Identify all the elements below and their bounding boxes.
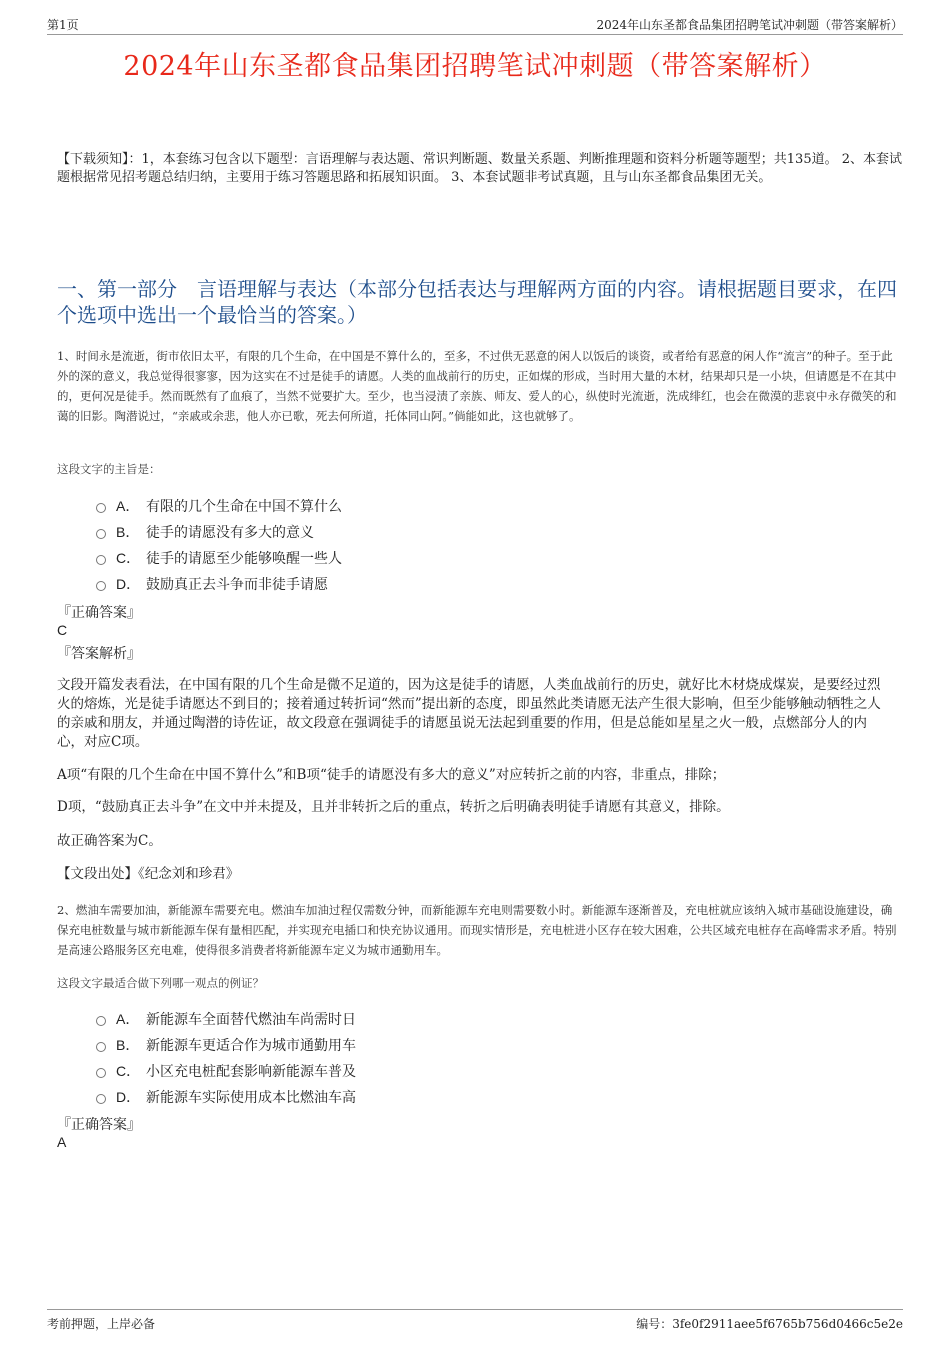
option-c[interactable]: C． 徒手的请愿至少能够唤醒一些人 [96,545,342,571]
radio-icon[interactable] [96,1016,106,1026]
question-2-options [96,1006,356,1110]
document-code: 编号：3fe0f2911aee5f6765b756d0466c5e2e [636,1317,903,1331]
option-a[interactable]: A． 新能源车全面替代燃油车尚需时日 [96,1006,356,1032]
analysis-paragraph: A项“有限的几个生命在中国不算什么”和B项“徒手的请愿没有多大的意义”对应转折之前的内容，非重点，排除； [57,767,726,783]
question-1-prompt: 这段文字的主旨是： [57,462,161,476]
radio-icon[interactable] [96,503,106,513]
option-d[interactable]: D． 新能源车实际使用成本比燃油车高 [96,1084,356,1110]
question-1-options [96,493,342,597]
option-d[interactable]: D． 鼓励真正去斗争而非徒手请愿 [96,571,342,597]
option-c[interactable]: C． 小区充电桩配套影响新能源车普及 [96,1058,356,1084]
answer-label: 『正确答案』 [57,1117,141,1133]
option-b[interactable]: B． 徒手的请愿没有多大的意义 [96,519,342,545]
option-a[interactable]: A． 有限的几个生命在中国不算什么 [96,493,342,519]
analysis-paragraph: 文段开篇发表看法，在中国有限的几个生命是微不足道的，因为这是徒手的请愿，人类血战前行的历史，就好比木材烧成煤炭，是要经过烈火的熔炼，光是徒手请愿达不到目的；接着通过转折词“然而”提出新的态度，即虽然此类请愿无法产生很大影响，但至少能够触动牺牲之人的亲戚和朋友，并通过陶潜的诗佐证，故文段意在强调徒手的请愿虽说无法起到重要的作用，但是总能如星星之火一般，点燃部分人的内心，对应C项。 [57,677,881,750]
question-2-text: 2、燃油车需要加油，新能源车需要充电。燃油车加油过程仅需数分钟，而新能源车充电则需要数小时。新能源车逐渐普及，充电桩就应该纳入城市基础设施建设，确保充电桩数量与城市新能源车保有量相匹配，并实现充电插口和快充协议通用。而现实情形是，充电桩进小区存在较大困难，公共区域充电桩存在高峰需求矛盾。特别是高速公路服务区充电难，使得很多消费者将新能源车定义为城市通勤用车。 [57,903,897,957]
document-title: 2024年山东圣都食品集团招聘笔试冲刺题（带答案解析） [123,51,827,82]
page-number: 第1页 [47,18,79,32]
radio-icon[interactable] [96,1094,106,1104]
radio-icon[interactable] [96,529,106,539]
radio-icon[interactable] [96,555,106,565]
option-b[interactable]: B． 新能源车更适合作为城市通勤用车 [96,1032,356,1058]
header-doc-title: 2024年山东圣都食品集团招聘笔试冲刺题（带答案解析） [596,18,903,32]
analysis-label: 『答案解析』 [57,646,141,662]
radio-icon[interactable] [96,1042,106,1052]
question-2-prompt: 这段文字最适合做下列哪一观点的例证？ [57,976,264,990]
question-1-text: 1、时间永是流逝，街市依旧太平，有限的几个生命，在中国是不算什么的，至多，不过供无恶意的闲人以饭后的谈资，或者给有恶意的闲人作“流言”的种子。至于此外的深的意义，我总觉得很寥寥，因为这实在不过是徒手的请愿。人类的血战前行的历史，正如煤的形成，当时用大量的木材，结果却只是一小块，但请愿是不在其中的，更何况是徒手。然而既然有了血痕了，当然不觉要扩大。至少，也当浸渍了亲族、师友、爱人的心，纵使时光流逝，洗成绯红，也会在微漠的悲哀中永存微笑的和蔼的旧影。陶潜说过，“亲戚或余悲，他人亦已歌，死去何所道，托体同山阿。”倘能如此，这也就够了。 [57,349,897,423]
analysis-paragraph: 故正确答案为C。 [57,833,162,849]
radio-icon[interactable] [96,581,106,591]
source-citation: 【文段出处】《纪念刘和珍君》 [57,866,240,882]
section-heading: 一、第一部分 言语理解与表达（本部分包括表达与理解两方面的内容。请根据题目要求，在四个选项中选出一个最恰当的答案。） [57,277,897,327]
page-footer [47,1309,903,1331]
download-notice: 【下载须知】：1，本套练习包含以下题型：言语理解与表达题、常识判断题、数量关系题、判断推理题和资料分析题等题型；共135道。 2、本套试题根据常见招考题总结归纳，主要用于练习答题思路和拓展知识面。 3、本套试题非考试真题，且与山东圣都食品集团无关。 [57,152,902,185]
analysis-paragraph: D项，“鼓励真正去斗争”在文中并未提及，且并非转折之后的重点，转折之后明确表明徒手请愿有其意义，排除。 [57,799,730,815]
answer-value: C [57,622,68,638]
page-header [47,14,903,35]
answer-label: 『正确答案』 [57,605,141,621]
footer-slogan: 考前押题，上岸必备 [47,1317,156,1331]
radio-icon[interactable] [96,1068,106,1078]
answer-value: A [57,1134,67,1150]
